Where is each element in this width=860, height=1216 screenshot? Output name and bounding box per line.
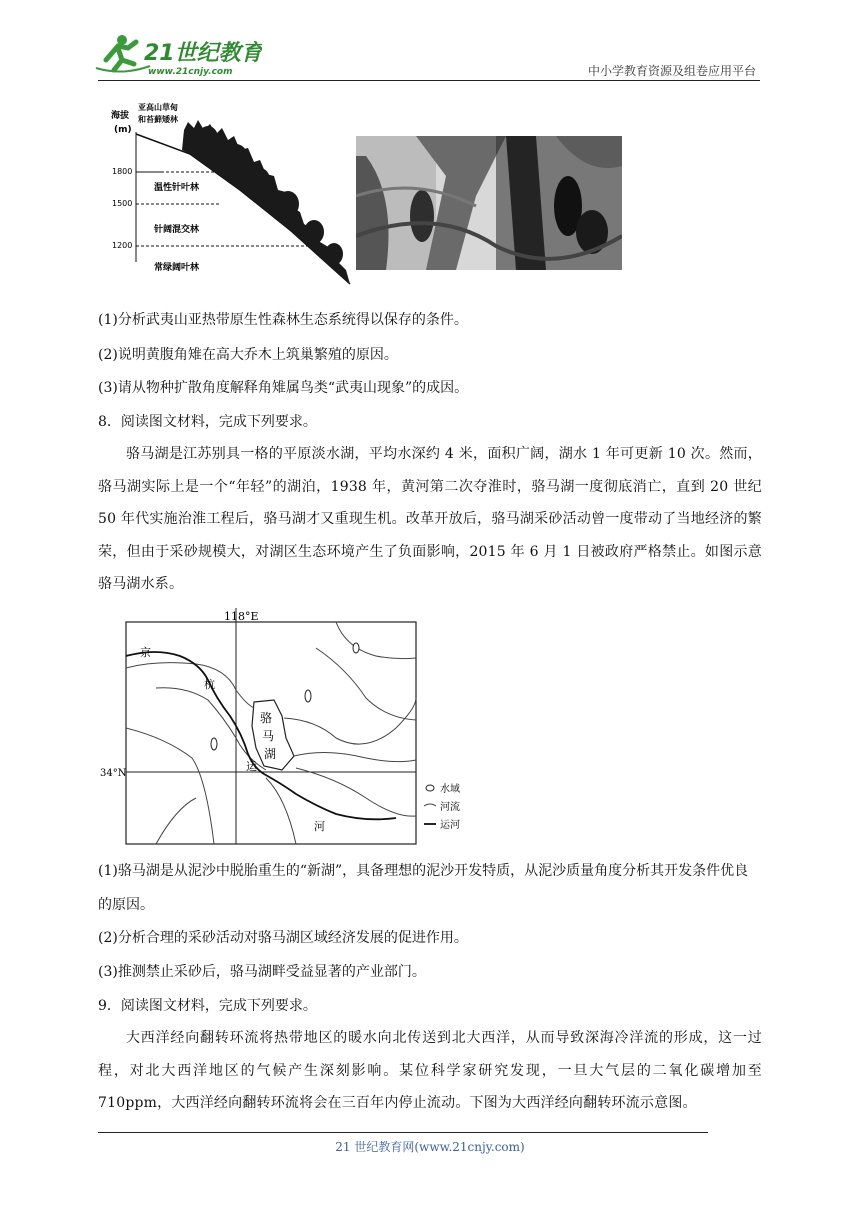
q7-sub2: (2)说明黄腹角雉在高大乔木上筑巢繁殖的原因。	[98, 347, 398, 363]
q9-stem: 9．阅读图文材料，完成下列要求。	[98, 998, 317, 1014]
q8-sub1: (1)骆马湖是从泥沙中脱胎重生的“新湖”，具备理想的泥沙开发特质，从泥沙质量角度分析其开发条件优良的原因。	[98, 863, 749, 913]
q8-sub3: (3)推测禁止采砂后，骆马湖畔受益显著的产业部门。	[98, 964, 426, 980]
longitude-label: 118°E	[224, 610, 259, 623]
tick-1200: 1200	[112, 241, 133, 250]
header-platform-name: 中小学教育资源及组卷应用平台	[587, 64, 756, 78]
y-axis-title: 海拔	[111, 111, 130, 121]
header-divider	[98, 80, 760, 81]
svg-text:骆: 骆	[260, 711, 273, 725]
site-logo	[92, 30, 262, 78]
logo-url: www.21cnjy.com	[148, 67, 233, 77]
zone-label-broadleaf: 常绿阔叶林	[154, 263, 200, 273]
q9-material: 大西洋经向翻转环流将热带地区的暖水向北传送到北大西洋，从而导致深海冷洋流的形成，这一过程，对北大西洋地区的气候产生深刻影响。某位科学家研究发现，一旦大气层的二氧化碳增加至 710ppm，大西洋经向翻转环流将会在三百年内停止流动。下图为大西洋经向翻转环流示意图。	[98, 1030, 762, 1111]
top-zone-label-1: 亚高山草甸	[138, 103, 178, 112]
label-he: 河	[314, 820, 325, 833]
q8-sub2: (2)分析合理的采砂活动对骆马湖区域经济发展的促进作用。	[98, 930, 468, 946]
q8-stem: 8．阅读图文材料，完成下列要求。	[98, 414, 317, 430]
zone-label-mixed: 针阔混交林	[154, 225, 200, 235]
tick-1800: 1800	[112, 167, 133, 176]
map-legend	[424, 782, 460, 831]
label-hang: 杭	[204, 678, 215, 691]
latitude-label: 34°N	[100, 768, 127, 779]
pheasant-photo	[356, 136, 622, 270]
top-zone-label-2: 和苔藓矮林	[138, 115, 178, 124]
tick-1500: 1500	[112, 199, 133, 208]
footer-divider	[98, 1132, 708, 1133]
svg-text:马: 马	[262, 729, 275, 743]
legend-water: 水域	[440, 784, 460, 795]
legend-river: 河流	[440, 802, 460, 813]
footer-site-link[interactable]: 21 世纪教育网(www.21cnjy.com)	[335, 1140, 525, 1154]
zone-label-conifer: 温性针叶林	[154, 183, 200, 193]
q7-sub3: (3)请从物种扩散角度解释角雉属鸟类“武夷山现象”的成因。	[98, 380, 469, 396]
logo-text: 21世纪教育	[144, 41, 262, 66]
svg-text:湖: 湖	[264, 747, 277, 761]
forest-silhouette	[182, 120, 350, 284]
vegetation-profile-figure	[110, 100, 360, 286]
label-jing: 京	[140, 646, 151, 659]
luoma-lake-map	[96, 608, 486, 846]
label-yun: 运	[246, 760, 257, 773]
runner-logo-icon	[96, 35, 150, 72]
q8-material: 骆马湖是江苏别具一格的平原淡水湖，平均水深约 4 米，面积广阔，湖水 1 年可更新 10 次。然而，骆马湖实际上是一个“年轻”的湖泊，1938 年，黄河第二次夺淮时，骆马湖一度彻底消亡，直到 20 世纪 50 年代实施治淮工程后，骆马湖才又重现生机。改革开放后，骆马湖采砂活动曾一度带动了当地经济的繁荣，但由于采砂规模大，对湖区生态环境产生了负面影响，2015 年 6 月 1 日被政府严格禁止。如图示意骆马湖水系。	[98, 446, 762, 592]
y-axis-unit: (m)	[114, 125, 132, 135]
q7-sub1: (1)分析武夷山亚热带原生性森林生态系统得以保存的条件。	[98, 312, 468, 328]
legend-canal: 运河	[440, 820, 460, 831]
